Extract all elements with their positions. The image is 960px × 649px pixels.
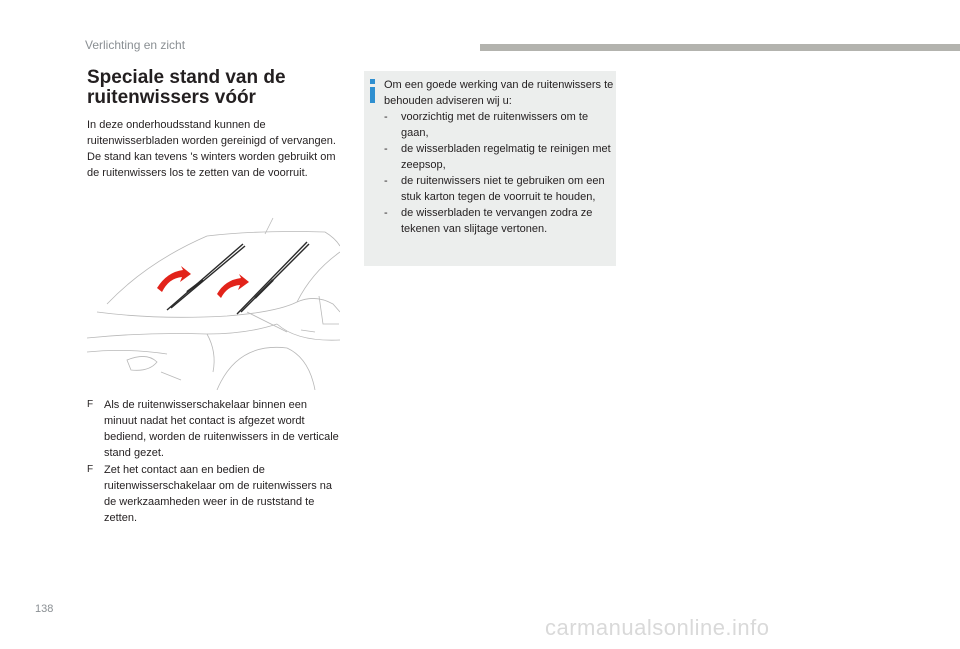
page-heading	[87, 68, 337, 108]
info-list-item	[384, 109, 614, 141]
info-list-item	[384, 173, 614, 205]
heading-line-2: ruitenwissers vóór	[87, 87, 256, 108]
steps-list	[87, 397, 342, 527]
info-item-text: de wisserbladen regelmatig te reinigen met zeepsop,	[401, 143, 611, 171]
info-icon	[369, 79, 376, 103]
windscreen-wipers-illustration	[87, 212, 340, 390]
info-list	[384, 109, 614, 237]
section-title: Verlichting en zicht	[85, 38, 186, 52]
watermark: carmanualsonline.info	[545, 615, 770, 640]
info-item-text: de ruitenwissers niet te gebruiken om een stuk karton tegen de voorruit te houden,	[401, 175, 605, 203]
list-dash: -	[384, 207, 388, 219]
step-text: Als de ruitenwisserschakelaar binnen een minuut nadat het contact is afgezet wordt bediend, worden de ruitenwissers in de verticale stand gezet.	[104, 399, 339, 459]
info-list-item	[384, 141, 614, 173]
step-item	[87, 397, 342, 461]
list-dash: -	[384, 175, 388, 187]
list-dash: -	[384, 111, 388, 123]
page-number: 138	[35, 603, 54, 615]
step-text: Zet het contact aan en bedien de ruitenwisserschakelaar om de ruitenwissers na de werkzaamheden weer in de ruststand te zetten.	[104, 464, 333, 524]
info-box	[364, 71, 616, 266]
info-list-item	[384, 205, 614, 237]
step-marker: F	[87, 464, 94, 475]
step-marker: F	[87, 399, 94, 410]
info-item-text: de wisserbladen te vervangen zodra ze tekenen van slijtage vertonen.	[401, 207, 593, 235]
info-item-text: voorzichtig met de ruitenwissers om te gaan,	[401, 111, 589, 139]
list-dash: -	[384, 143, 388, 155]
info-intro: Om een goede werking van de ruitenwissers te behouden adviseren wij u:	[384, 79, 614, 107]
intro-paragraph: In deze onderhoudsstand kunnen de ruitenwisserbladen worden gereinigd of vervangen. De stand kan tevens 's winters worden gebruikt om de ruitenwissers los te zetten van de voorruit.	[87, 119, 336, 179]
header-bar	[480, 44, 960, 51]
step-item	[87, 462, 342, 526]
heading-line-1: Speciale stand van de	[87, 67, 286, 88]
